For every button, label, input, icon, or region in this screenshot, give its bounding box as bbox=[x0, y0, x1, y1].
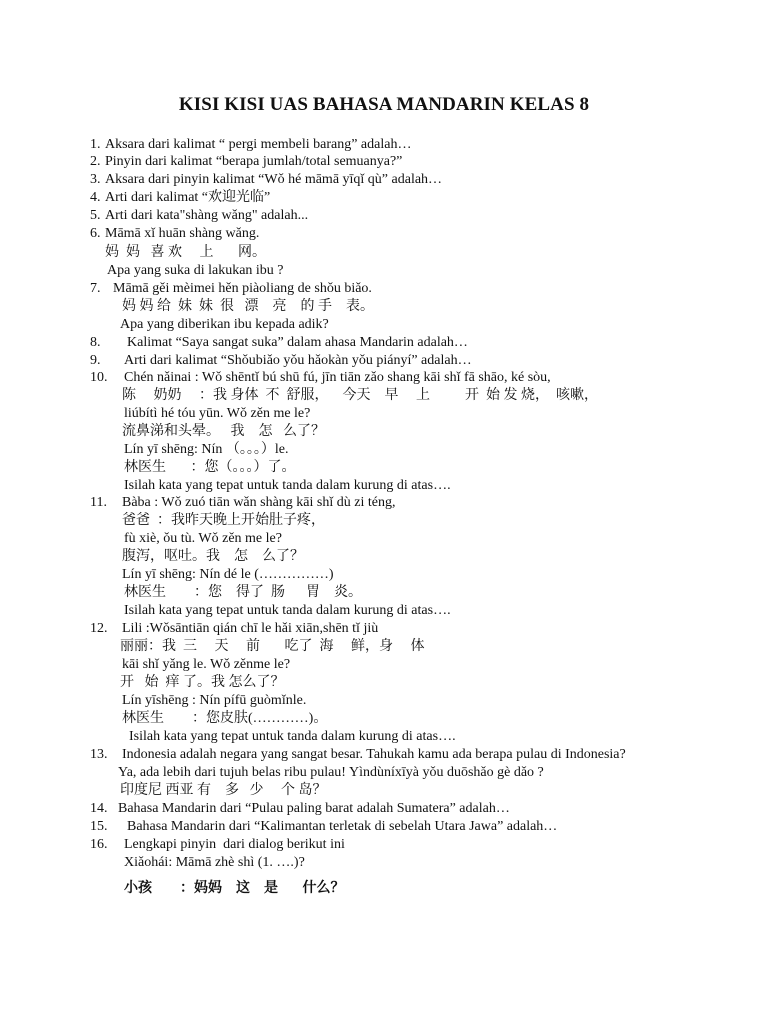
document-title: KISI KISI UAS BAHASA MANDARIN KELAS 8 bbox=[178, 94, 590, 115]
question-subline: Lín yī shēng: Nín （。。。）le. bbox=[124, 442, 289, 457]
question-text: Arti dari kalimat “Shǒubiǎo yǒu hǎokàn yǒu piányí” adalah… bbox=[124, 353, 472, 368]
question-number: 3. bbox=[90, 172, 101, 187]
question-text: Arti dari kata"shàng wǎng" adalah... bbox=[105, 208, 309, 223]
question-subline: liúbítì hé tóu yūn. Wǒ zěn me le? bbox=[124, 406, 311, 421]
question-subline: 丽丽：我 三 天 前 吃了 海 鲜，身 体 bbox=[120, 639, 425, 654]
question-subline: 腹泻，呕吐。我 怎 么了？ bbox=[122, 549, 304, 564]
question-subline: Ya, ada lebih dari tujuh belas ribu pulau! Yìndùníxīyà yǒu duōshǎo gè dǎo ? bbox=[118, 765, 544, 780]
question-number: 12. bbox=[90, 621, 108, 636]
question-text: Chén nǎinai : Wǒ shēntǐ bú shū fú, jīn tiān zǎo shang kāi shǐ fā shāo, ké sòu, bbox=[124, 370, 551, 385]
question-number: 5. bbox=[90, 208, 101, 223]
question-subline: 林医生 ：您 得了 肠 胃 炎。 bbox=[124, 585, 362, 600]
question-subline: Isilah kata yang tepat untuk tanda dalam kurung di atas…. bbox=[124, 478, 451, 493]
question-text: Aksara dari pinyin kalimat “Wǒ hé māmā yīqǐ qù” adalah… bbox=[105, 172, 443, 187]
question-text: Māmā xǐ huān shàng wǎng. bbox=[105, 226, 260, 241]
question-subline: 开 始 痒 了。我 怎么了？ bbox=[120, 675, 285, 690]
question-subline: 陈 奶奶 ：我 身体 不 舒服， 今天 早 上 开 始 发 烧， 咳嗽， bbox=[122, 388, 598, 403]
question-subline: 妈 妈 给 妹 妹 很 漂 亮 的 手 表。 bbox=[122, 299, 374, 314]
question-number: 10. bbox=[90, 370, 108, 385]
question-subline: fù xiè, ǒu tù. Wǒ zěn me le? bbox=[124, 531, 282, 546]
question-subline: Lín yīshēng : Nín pífū guòmǐnle. bbox=[122, 693, 307, 708]
question-subline: Lín yī shēng: Nín dé le (……………) bbox=[122, 567, 334, 582]
question-subline: 印度尼 西亚 有 多 少 个 岛？ bbox=[120, 783, 327, 798]
question-subline: Apa yang suka di lakukan ibu ? bbox=[107, 263, 284, 278]
question-number: 16. bbox=[90, 837, 108, 852]
question-number: 11. bbox=[90, 495, 107, 510]
question-number: 1. bbox=[90, 137, 101, 152]
question-subline: 流鼻涕和头晕。 我 怎 么了？ bbox=[122, 424, 325, 439]
question-subline: 林医生 ：您（。。。）了。 bbox=[124, 460, 296, 475]
question-number: 6. bbox=[90, 226, 101, 241]
question-text: Bahasa Mandarin dari “Kalimantan terletak di sebelah Utara Jawa” adalah… bbox=[127, 819, 558, 834]
question-text: Bahasa Mandarin dari “Pulau paling barat adalah Sumatera” adalah… bbox=[118, 801, 510, 816]
question-subline: Xiǎohái: Māmā zhè shì (1. ….)? bbox=[124, 855, 305, 870]
question-text: Kalimat “Saya sangat suka” dalam ahasa Mandarin adalah… bbox=[127, 335, 468, 350]
question-number: 15. bbox=[90, 819, 108, 834]
question-subline: 爸爸 ：我昨天晚上开始肚子疼， bbox=[122, 513, 325, 528]
question-text: Lengkapi pinyin dari dialog berikut ini bbox=[124, 837, 345, 852]
question-text: Māmā gěi mèimei hěn piàoliang de shǒu biǎo. bbox=[113, 281, 372, 296]
question-text: Pinyin dari kalimat “berapa jumlah/total semuanya?” bbox=[105, 154, 403, 169]
question-subline: Isilah kata yang tepat untuk tanda dalam kurung di atas…. bbox=[122, 729, 456, 744]
question-number: 14. bbox=[90, 801, 108, 816]
question-number: 2. bbox=[90, 154, 101, 169]
question-text: Aksara dari kalimat “ pergi membeli barang” adalah… bbox=[105, 137, 412, 152]
question-subline: 妈 妈 喜 欢 上 网。 bbox=[105, 245, 266, 260]
question-number: 4. bbox=[90, 190, 101, 205]
question-text: Indonesia adalah negara yang sangat besar. Tahukah kamu ada berapa pulau di Indonesia? bbox=[122, 747, 626, 762]
question-subline: Apa yang diberikan ibu kepada adik? bbox=[120, 317, 329, 332]
question-number: 7. bbox=[90, 281, 101, 296]
question-text: Lili :Wǒsāntiān qián chī le hǎi xiān,shēn tǐ jiù bbox=[122, 621, 379, 636]
question-number: 13. bbox=[90, 747, 108, 762]
question-subline: Isilah kata yang tepat untuk tanda dalam kurung di atas…. bbox=[124, 603, 451, 618]
question-subline: 小孩 ：妈妈 这 是 什么？ bbox=[124, 881, 345, 896]
question-number: 8. bbox=[90, 335, 101, 350]
question-number: 9. bbox=[90, 353, 101, 368]
question-subline: 林医生 ：您皮肤(…………)。 bbox=[122, 711, 328, 726]
question-text: Arti dari kalimat “欢迎光临” bbox=[105, 190, 271, 205]
question-subline: kāi shǐ yǎng le. Wǒ zěnme le? bbox=[122, 657, 291, 672]
question-text: Bàba : Wǒ zuó tiān wǎn shàng kāi shǐ dù zi téng, bbox=[122, 495, 396, 510]
